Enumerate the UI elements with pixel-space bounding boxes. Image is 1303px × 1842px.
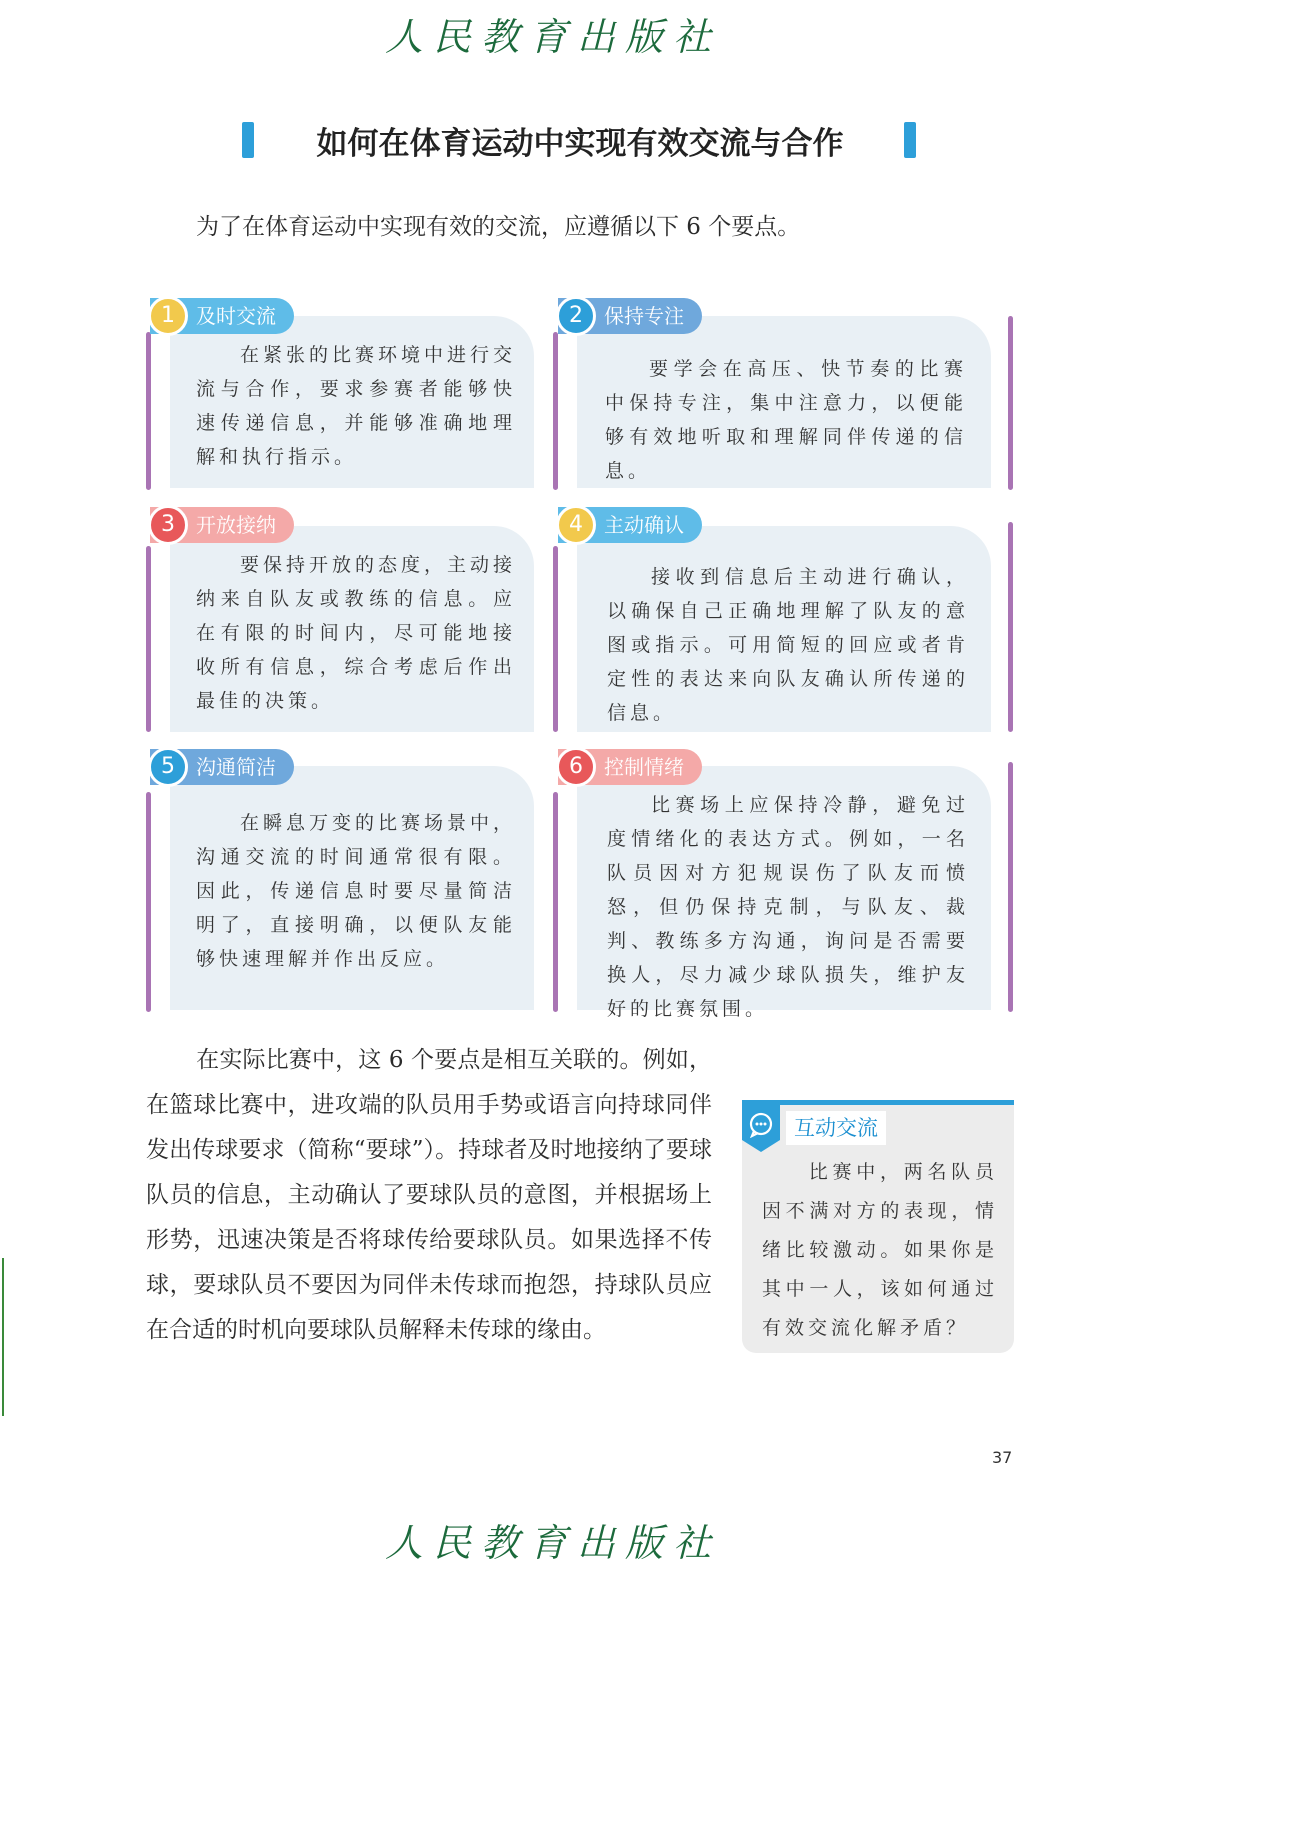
point-card-3: [170, 526, 534, 732]
body-paragraph: [146, 1038, 712, 1353]
card-rail: [1008, 316, 1013, 490]
card-rail: [146, 332, 151, 490]
title-bar-right: [904, 122, 916, 158]
publisher-logo-bottom: 人民教育出版社: [384, 1521, 721, 1565]
interaction-sidebar: [742, 1100, 1014, 1353]
point-text-2: 要学会在高压、快节奏的比赛中保持专注，集中注意力，以便能够有效地听取和理解同伴传递的信息。: [605, 358, 967, 482]
point-tag-2: [558, 298, 702, 334]
point-label-1: 及时交流: [196, 304, 276, 328]
sidebar-text-content: 比赛中，两名队员因不满对方的表现，情绪比较激动。如果你是其中一人，该如何通过有效交流化解矛盾？: [762, 1161, 998, 1339]
point-number-4: 4: [556, 505, 596, 545]
point-text-5: 在瞬息万变的比赛场景中，沟通交流的时间通常很有限。因此，传递信息时要尽量简洁明了，直接明确，以便队友能够快速理解并作出反应。: [196, 812, 517, 970]
title-bar-left: [242, 122, 254, 158]
point-card-5: [170, 766, 534, 1010]
page-number: 37: [992, 1448, 1013, 1467]
point-text-4: 接收到信息后主动进行确认，以确保自己正确地理解了队友的意图或指示。可用简短的回应或者肯定性的表达来向队友确认所传递的信息。: [607, 566, 969, 724]
point-label-4: 主动确认: [604, 513, 684, 537]
point-label-6: 控制情绪: [604, 755, 684, 779]
section-title: [0, 118, 1106, 162]
point-tag-3: [150, 507, 294, 543]
card-rail: [1008, 762, 1013, 1012]
card-rail: [1008, 522, 1013, 732]
card-rail: [553, 332, 558, 490]
point-tag-5: [150, 749, 294, 785]
point-tag-6: [558, 749, 702, 785]
point-card-2: [577, 316, 991, 488]
point-card-1: [170, 316, 534, 488]
point-text-1: 在紧张的比赛环境中进行交流与合作，要求参赛者能够快速传递信息，并能够准确地理解和执行指示。: [196, 344, 517, 468]
point-text-3: 要保持开放的态度，主动接纳来自队友或教练的信息。应在有限的时间内，尽可能地接收所有信息，综合考虑后作出最佳的决策。: [196, 554, 517, 712]
point-tag-4: [558, 507, 702, 543]
card-rail: [146, 546, 151, 732]
page-title: 如何在体育运动中实现有效交流与合作: [316, 126, 844, 162]
point-text-6: 比赛场上应保持冷静，避免过度情绪化的表达方式。例如，一名队员因对方犯规误伤了队友而愤怒，但仍保持克制，与队友、裁判、教练多方沟通，询问是否需要换人，尽力减少球队损失，维护友好的比赛氛围。: [607, 794, 969, 1020]
point-number-6: 6: [556, 747, 596, 787]
card-rail: [553, 792, 558, 1012]
point-card-6: [577, 766, 991, 1020]
point-card-4: [577, 526, 991, 732]
margin-line: [2, 1258, 4, 1416]
card-rail: [146, 792, 151, 1012]
point-tag-1: [150, 298, 294, 334]
point-number-1: 1: [148, 296, 188, 336]
card-rail: [553, 546, 558, 732]
point-number-5: 5: [148, 747, 188, 787]
sidebar-text: [762, 1153, 998, 1348]
chat-bubble-icon: [742, 1104, 780, 1152]
point-label-2: 保持专注: [604, 304, 684, 328]
publisher-logo-top: 人民教育出版社: [384, 15, 721, 59]
point-number-3: 3: [148, 505, 188, 545]
point-label-5: 沟通简洁: [196, 755, 276, 779]
body-paragraph-text: 在实际比赛中，这 6 个要点是相互关联的。例如，在篮球比赛中，进攻端的队员用手势或语言向持球同伴发出传球要求（简称“要球”）。持球者及时地接纳了要球队员的信息，主动确认了要球队员的意图，并根据场上形势，迅速决策是否将球传给要球队员。如果选择不传球，要球队员不要因为同伴未传球而抱怨，持球队员应在合适的时机向要球队员解释未传球的缘由。: [146, 1047, 712, 1343]
point-number-2: 2: [556, 296, 596, 336]
intro-text: 为了在体育运动中实现有效的交流，应遵循以下 6 个要点。: [196, 214, 801, 240]
sidebar-title: 互动交流: [786, 1111, 886, 1145]
point-label-3: 开放接纳: [196, 513, 276, 537]
